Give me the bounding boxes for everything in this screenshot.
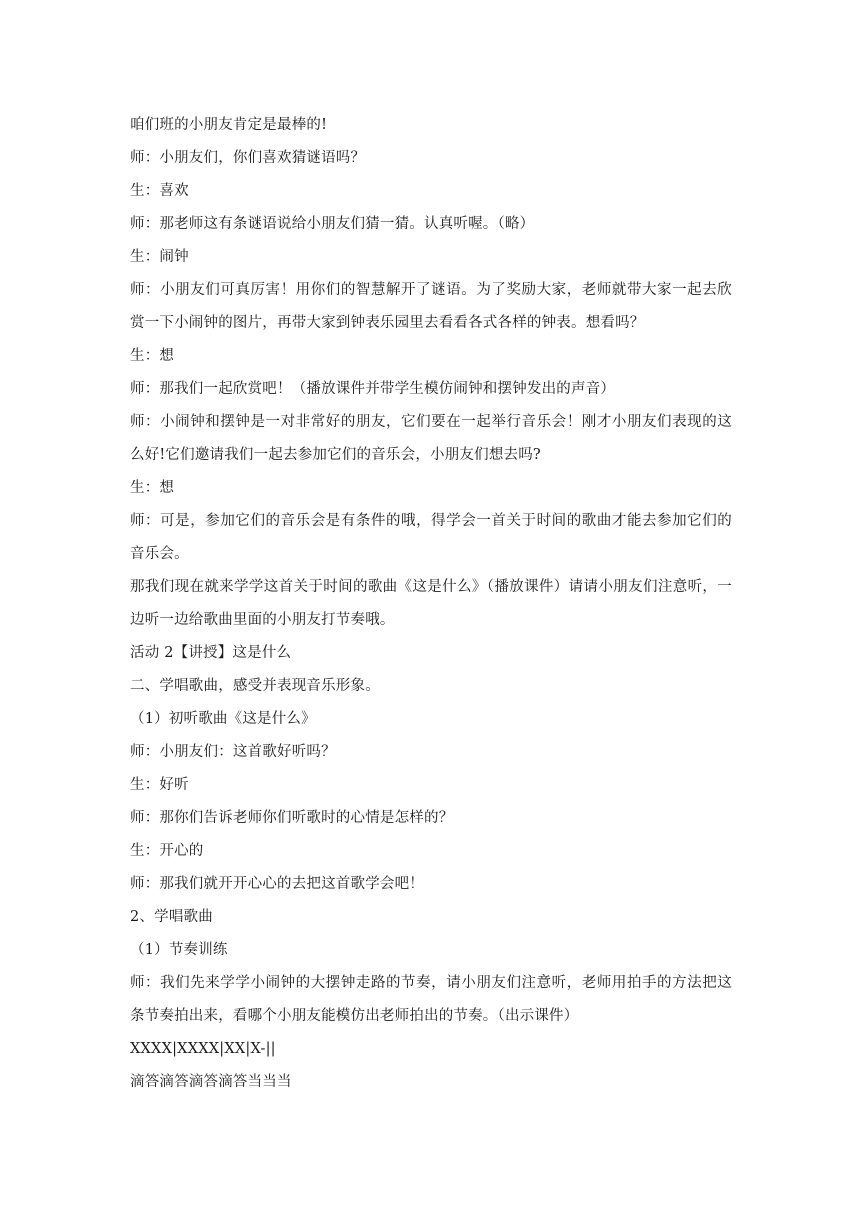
- subsection-heading: （1）初听歌曲《这是什么》: [130, 711, 316, 727]
- paragraph: 生：好听: [130, 777, 189, 793]
- paragraph: 师：小朋友们：这首歌好听吗？: [130, 744, 336, 760]
- paragraph: 师：那老师这有条谜语说给小朋友们猜一猜。认真听喔。（略）: [130, 216, 535, 232]
- paragraph: 生：闹钟: [130, 249, 189, 265]
- paragraph: 那我们现在就来学学这首关于时间的歌曲《这是什么》（播放课件）请请小朋友们注意听，一边听一边给歌曲里面的小朋友打节奏哦。: [130, 579, 732, 628]
- paragraph: 生：想: [130, 348, 175, 364]
- paragraph: 师：那你们告诉老师你们听歌时的心情是怎样的？: [130, 810, 454, 826]
- paragraph: 师：那我们一起欣赏吧！（播放课件并带学生模仿闹钟和摆钟发出的声音）: [130, 381, 616, 397]
- paragraph: 师：那我们就开开心心的去把这首歌学会吧！: [130, 876, 424, 892]
- section-heading: 二、学唱歌曲，感受并表现音乐形象。: [130, 678, 380, 694]
- section-heading: 2、学唱歌曲: [130, 909, 213, 925]
- paragraph: 师：小朋友们，你们喜欢猜谜语吗？: [130, 150, 366, 166]
- rhythm-syllables: 滴答滴答滴答滴答当当当: [130, 1074, 292, 1090]
- subsection-heading: （1）节奏训练: [130, 942, 228, 958]
- paragraph: 咱们班的小朋友肯定是最棒的!: [130, 117, 328, 133]
- paragraph: 生：想: [130, 480, 175, 496]
- section-heading: 活动 2【讲授】这是什么: [130, 645, 292, 661]
- rhythm-notation: XXXX|XXXX|XX|X-||: [130, 1041, 276, 1057]
- paragraph: 师：我们先来学学小闹钟的大摆钟走路的节奏，请小朋友们注意听，老师用拍手的方法把这条节奏拍出来，看哪个小朋友能模仿出老师拍出的节奏。（出示课件）: [130, 975, 732, 1024]
- paragraph: 师：小朋友们可真厉害！用你们的智慧解开了谜语。为了奖励大家，老师就带大家一起去欣赏一下小闹钟的图片，再带大家到钟表乐园里去看看各式各样的钟表。想看吗？: [130, 282, 732, 331]
- document-body: [130, 109, 732, 1099]
- paragraph: 师：可是，参加它们的音乐会是有条件的哦，得学会一首关于时间的歌曲才能去参加它们的音乐会。: [130, 513, 732, 562]
- paragraph: 生：开心的: [130, 843, 204, 859]
- paragraph: 师：小闹钟和摆钟是一对非常好的朋友，它们要在一起举行音乐会！刚才小朋友们表现的这么好!它们邀请我们一起去参加它们的音乐会，小朋友们想去吗?: [130, 414, 732, 463]
- paragraph: 生：喜欢: [130, 183, 189, 199]
